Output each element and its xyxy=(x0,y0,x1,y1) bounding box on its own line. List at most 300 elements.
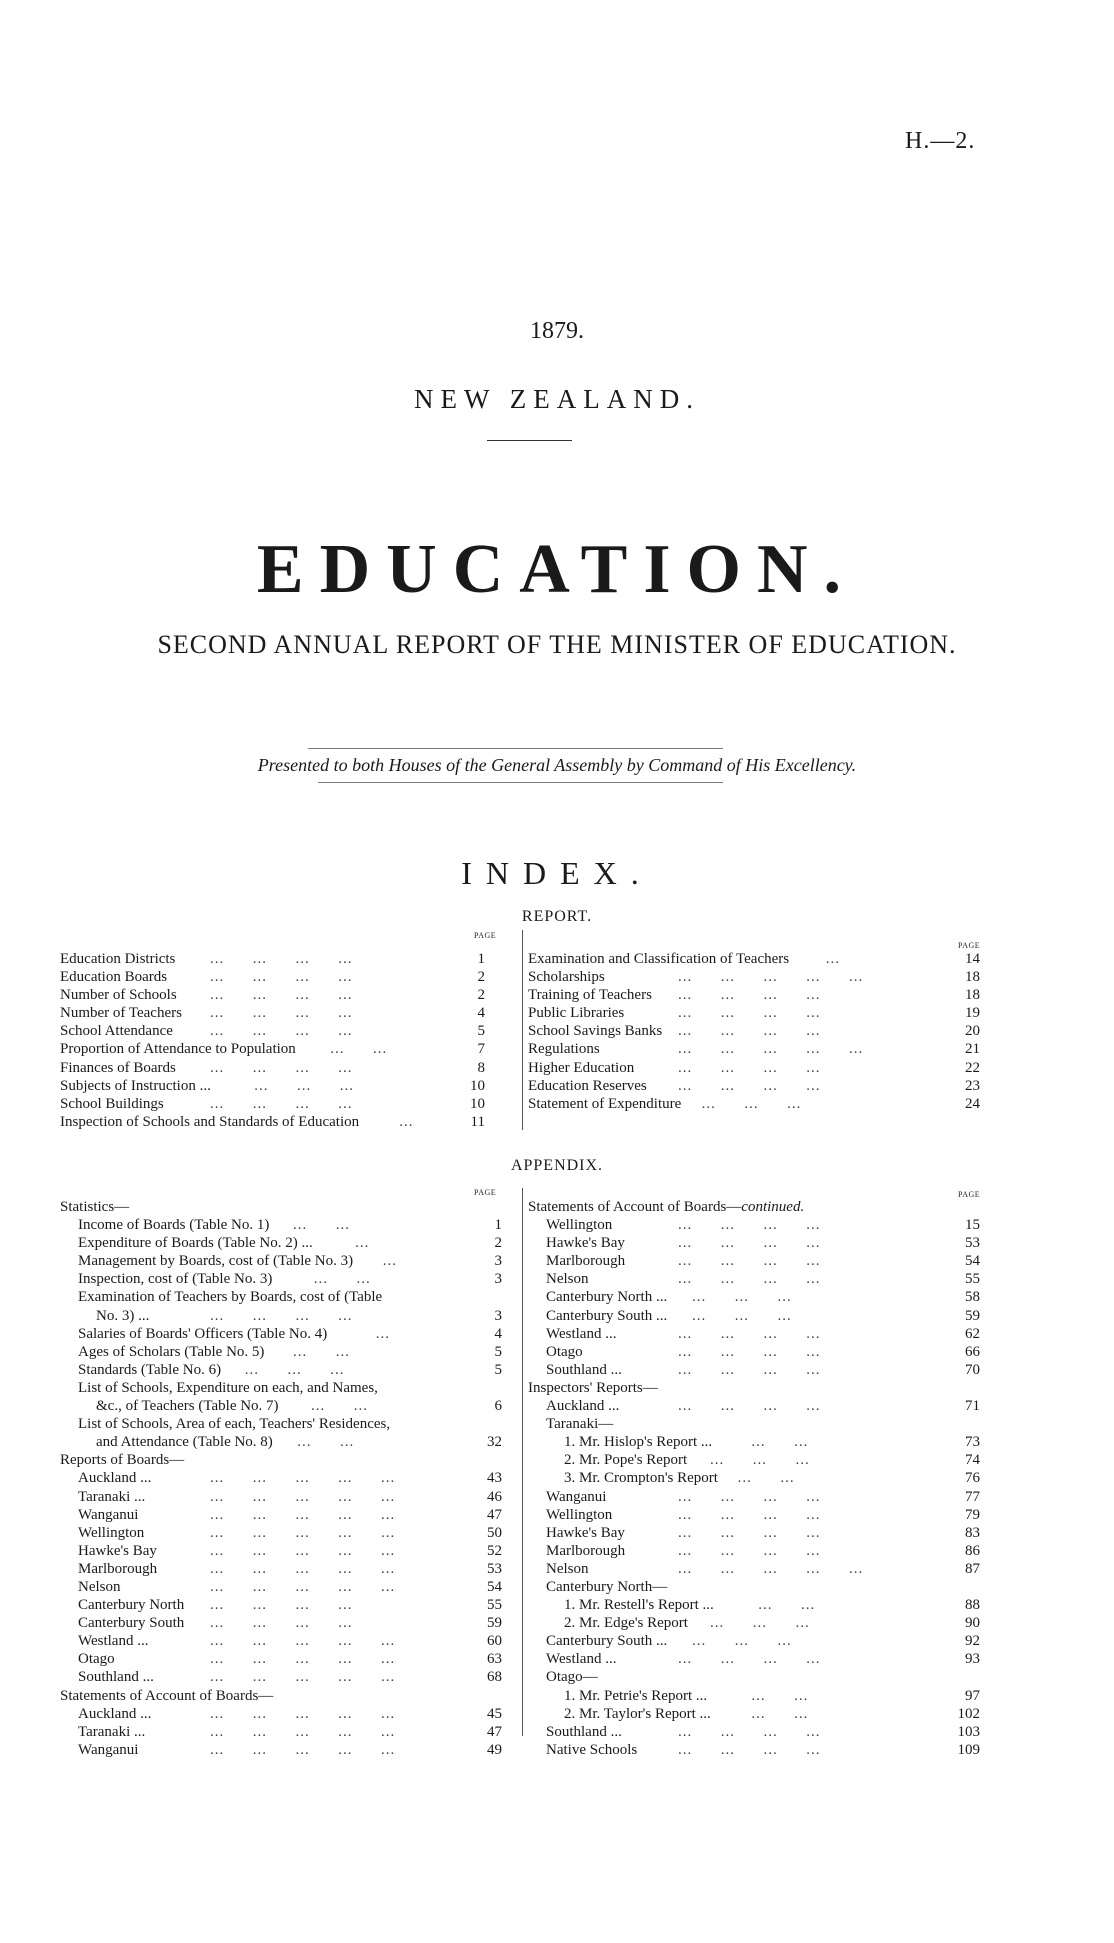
appendix-right-entry-leader: ... ... ... ... xyxy=(678,1398,821,1415)
continued-marker: continued. xyxy=(741,1199,805,1215)
report-right-entry-label: School Savings Banks xyxy=(528,1023,663,1040)
appendix-right-entry-page: 73 xyxy=(965,1434,980,1451)
report-right-entry-label: Regulations xyxy=(528,1041,600,1058)
appendix-right-entry-label: Nelson xyxy=(546,1271,589,1288)
appendix-left-entry-leader: ... ... ... ... xyxy=(210,1307,353,1324)
appendix-right-entry-leader: ... ... xyxy=(751,1705,809,1722)
appendix-right-entry-leader: ... ... ... ... xyxy=(678,1651,821,1668)
appendix-left-entry-leader: ... ... ... ... ... xyxy=(210,1506,396,1523)
appendix-left-entry-leader: ... ... ... ... ... xyxy=(210,1524,396,1541)
report-left-entry-label: Number of Schools xyxy=(60,987,177,1004)
report-right-entry-page: 18 xyxy=(965,987,980,1004)
appendix-left-entry-label: No. 3) ... xyxy=(96,1307,150,1324)
report-left-entry xyxy=(60,986,485,1004)
report-right-entry-leader: ... ... ... ... ... xyxy=(678,1041,864,1058)
appendix-left-entry xyxy=(60,1632,502,1650)
appendix-right-entry xyxy=(528,1506,980,1524)
appendix-right-entry-label: Hawke's Bay xyxy=(546,1235,625,1252)
report-left-entry-page: 10 xyxy=(470,1095,485,1112)
appendix-left-entry-label: Auckland ... xyxy=(78,1470,152,1487)
appendix-section-heading: APPENDIX. xyxy=(510,1157,604,1174)
report-left-entry-label: Proportion of Attendance to Population xyxy=(60,1041,296,1058)
appendix-right-entry xyxy=(528,1325,980,1343)
appendix-left-entry-page: 53 xyxy=(487,1560,502,1577)
appendix-right-entry-label: Wanganui xyxy=(546,1488,607,1505)
appendix-right-entry-page: 55 xyxy=(965,1271,980,1288)
document-subtitle: SECOND ANNUAL REPORT OF THE MINISTER OF EDUCATION. xyxy=(157,630,957,659)
report-left-entry-page: 10 xyxy=(470,1077,485,1094)
appendix-right-entry xyxy=(528,1578,980,1596)
report-right-entry-page: 14 xyxy=(965,951,980,967)
appendix-right-entry xyxy=(528,1307,980,1325)
country-underline xyxy=(487,440,572,441)
appendix-right-entry-label: 3. Mr. Crompton's Report xyxy=(564,1470,718,1487)
appendix-left-entry-label: Reports of Boards— xyxy=(60,1452,185,1469)
appendix-right-entry-label: 2. Mr. Taylor's Report ... xyxy=(564,1705,711,1722)
appendix-left-entry-page: 68 xyxy=(487,1669,502,1686)
appendix-right-entry xyxy=(528,1524,980,1542)
appendix-right-entry-leader: ... ... ... xyxy=(692,1307,792,1324)
appendix-left-entry-leader: ... ... ... ... ... xyxy=(210,1705,396,1722)
report-left-entry-page: 4 xyxy=(477,1005,485,1022)
report-right-entry-leader: ... ... ... ... xyxy=(678,987,821,1004)
report-right-entry-leader: ... ... ... ... xyxy=(678,1077,821,1094)
appendix-right-entry-label: Southland ... xyxy=(546,1361,622,1378)
report-right-entry xyxy=(528,968,980,986)
report-right-entry-page: 20 xyxy=(965,1023,980,1040)
appendix-right-entry-page: 87 xyxy=(965,1560,980,1577)
appendix-right-entry xyxy=(528,1668,980,1686)
report-left-entry-label: Education Boards xyxy=(60,969,168,986)
report-left-page-label: PAGE xyxy=(474,931,497,940)
appendix-left-entry xyxy=(60,1596,502,1614)
appendix-left-entry xyxy=(60,1469,502,1487)
appendix-left-entry xyxy=(60,1542,502,1560)
appendix-left-entry-leader: ... ... ... ... xyxy=(210,1615,353,1632)
report-right-entry-label: Examination and Classification of Teachers xyxy=(528,951,790,967)
appendix-right-entry xyxy=(528,1361,980,1379)
report-right-entry xyxy=(528,986,980,1004)
report-left-entry xyxy=(60,968,485,986)
appendix-right-entry xyxy=(528,1469,980,1487)
appendix-left-entry-label: Inspection, cost of (Table No. 3) xyxy=(78,1271,273,1288)
report-right-page-label: PAGE xyxy=(958,941,981,950)
appendix-right-entry xyxy=(528,1433,980,1451)
report-right-entry xyxy=(528,950,980,968)
appendix-left-entry-leader: ... ... ... ... xyxy=(210,1597,353,1614)
appendix-left-entry xyxy=(60,1252,502,1270)
appendix-left-entry-label: Nelson xyxy=(78,1578,121,1595)
appendix-left-entry xyxy=(60,1668,502,1686)
appendix-right-entry-label: Taranaki— xyxy=(546,1416,614,1433)
report-left-entry-leader: ... ... ... ... xyxy=(210,951,353,967)
appendix-left-entry-leader: ... ... ... ... ... xyxy=(210,1633,396,1650)
appendix-right-entry-leader: ... ... ... xyxy=(710,1452,810,1469)
appendix-left-entry-page: 54 xyxy=(487,1578,502,1595)
appendix-right-entry-label: Canterbury South ... xyxy=(546,1307,668,1324)
appendix-right-entry-leader: ... ... ... ... xyxy=(678,1506,821,1523)
appendix-right-column xyxy=(528,1198,980,1759)
appendix-right-entry-leader: ... ... xyxy=(737,1470,795,1487)
report-right-entry-label: Higher Education xyxy=(528,1059,635,1076)
appendix-right-entry-label: 1. Mr. Restell's Report ... xyxy=(564,1597,714,1614)
report-left-entry-page: 8 xyxy=(477,1059,485,1076)
appendix-right-entry-page: 58 xyxy=(965,1289,980,1306)
report-left-entry-label: Finances of Boards xyxy=(60,1059,176,1076)
appendix-right-entry-page: 53 xyxy=(965,1235,980,1252)
appendix-left-entry xyxy=(60,1379,502,1397)
appendix-right-entry-label: Nelson xyxy=(546,1560,589,1577)
appendix-right-entry xyxy=(528,1488,980,1506)
appendix-left-entry-page: 32 xyxy=(487,1434,502,1451)
report-right-column xyxy=(528,950,980,1113)
appendix-right-entry-label: Canterbury South ... xyxy=(546,1633,668,1650)
appendix-left-entry-page: 46 xyxy=(487,1488,502,1505)
appendix-left-entry-leader: ... ... xyxy=(311,1398,368,1415)
appendix-right-entry-label: 2. Mr. Edge's Report xyxy=(564,1615,688,1632)
appendix-left-entry-label: List of Schools, Area of each, Teachers' Residences, xyxy=(78,1416,391,1433)
appendix-left-entry-leader: ... ... ... ... ... xyxy=(210,1488,396,1505)
appendix-column-divider xyxy=(522,1188,523,1736)
report-left-entry xyxy=(60,1059,485,1077)
report-left-entry xyxy=(60,950,485,968)
report-left-entry-leader: ... ... ... xyxy=(254,1077,355,1094)
appendix-left-entry-leader: ... ... ... ... ... xyxy=(210,1669,396,1686)
statements-continued-label: Statements of Account of Boards— xyxy=(528,1199,742,1215)
appendix-left-entry xyxy=(60,1741,502,1759)
appendix-right-entry-leader: ... ... ... xyxy=(692,1289,792,1306)
report-left-entry-label: Education Districts xyxy=(60,951,176,967)
report-section-heading: REPORT. xyxy=(521,908,593,925)
appendix-right-entry-label: Canterbury North— xyxy=(546,1578,668,1595)
appendix-right-entry xyxy=(528,1270,980,1288)
appendix-right-entry-label: Inspectors' Reports— xyxy=(528,1379,658,1396)
appendix-right-entry-page: 76 xyxy=(965,1470,980,1487)
appendix-right-entry-page: 74 xyxy=(965,1452,980,1469)
appendix-right-entry xyxy=(528,1451,980,1469)
appendix-left-entry-leader: ... ... ... ... ... xyxy=(210,1723,396,1740)
appendix-left-entry xyxy=(60,1524,502,1542)
document-title: EDUCATION. xyxy=(256,531,858,608)
appendix-left-entry-label: Expenditure of Boards (Table No. 2) ... xyxy=(78,1235,313,1252)
appendix-right-entry-leader: ... ... ... xyxy=(692,1633,792,1650)
appendix-right-entry-label: Otago xyxy=(546,1343,583,1360)
appendix-left-entry-page: 63 xyxy=(487,1651,502,1668)
appendix-right-entry xyxy=(528,1542,980,1560)
report-left-entry-page: 5 xyxy=(477,1023,485,1040)
appendix-left-entry-label: Wellington xyxy=(78,1524,145,1541)
report-left-entry-leader: ... ... ... ... xyxy=(210,1005,353,1022)
appendix-right-entry-leader: ... ... ... ... xyxy=(678,1524,821,1541)
subtitle-rule-top xyxy=(308,748,723,749)
appendix-left-entry xyxy=(60,1451,502,1469)
report-left-entry-page: 7 xyxy=(477,1041,485,1058)
appendix-left-entry-page: 47 xyxy=(487,1723,502,1740)
appendix-right-entry-leader: ... ... ... ... xyxy=(678,1343,821,1360)
report-left-entry-page: 2 xyxy=(477,969,485,986)
report-year: 1879. xyxy=(530,318,584,344)
appendix-left-entry-page: 60 xyxy=(487,1633,502,1650)
report-left-entry xyxy=(60,1077,485,1095)
appendix-right-entry-label: Marlborough xyxy=(546,1253,626,1270)
appendix-right-entry-label: Westland ... xyxy=(546,1651,617,1668)
appendix-right-entry xyxy=(528,1415,980,1433)
appendix-right-entry-page: 59 xyxy=(965,1307,980,1324)
appendix-left-entry xyxy=(60,1288,502,1306)
report-right-entry xyxy=(528,1040,980,1058)
appendix-left-entry xyxy=(60,1397,502,1415)
report-right-entry-leader: ... ... ... ... ... xyxy=(678,969,864,986)
appendix-right-entry-label: Auckland ... xyxy=(546,1398,620,1415)
appendix-left-entry-leader: ... ... ... ... ... xyxy=(210,1651,396,1668)
appendix-right-entry-leader: ... ... ... ... xyxy=(678,1253,821,1270)
appendix-right-entry xyxy=(528,1687,980,1705)
appendix-right-entry-leader: ... ... ... ... xyxy=(678,1361,821,1378)
report-right-entry-leader: ... ... ... ... xyxy=(678,1023,821,1040)
appendix-left-entry xyxy=(60,1307,502,1325)
report-right-entry xyxy=(528,1004,980,1022)
appendix-right-entry-leader: ... ... ... ... ... xyxy=(678,1560,864,1577)
appendix-right-entry-label: 1. Mr. Petrie's Report ... xyxy=(564,1687,708,1704)
appendix-left-entry xyxy=(60,1650,502,1668)
appendix-right-entry-page: 97 xyxy=(965,1687,980,1704)
appendix-right-entry-page: 88 xyxy=(965,1597,980,1614)
appendix-left-entry xyxy=(60,1234,502,1252)
document-reference: H.—2. xyxy=(905,128,976,154)
appendix-right-entry-page: 92 xyxy=(965,1633,980,1650)
appendix-right-heading xyxy=(528,1198,980,1216)
appendix-left-entry-label: Wanganui xyxy=(78,1506,139,1523)
appendix-right-entry-page: 109 xyxy=(957,1741,980,1758)
appendix-left-entry-label: Otago xyxy=(78,1651,115,1668)
report-right-entry xyxy=(528,1095,980,1113)
appendix-left-entry-label: Examination of Teachers by Boards, cost of (Table xyxy=(78,1289,383,1306)
report-left-entry-label: School Buildings xyxy=(60,1095,164,1112)
appendix-right-entry xyxy=(528,1216,980,1234)
appendix-right-entry-leader: ... ... ... ... xyxy=(678,1325,821,1342)
report-left-entry-leader: ... ... ... ... xyxy=(210,1023,353,1040)
appendix-left-entry-page: 3 xyxy=(494,1271,502,1288)
report-right-entry-leader: ... xyxy=(825,951,841,967)
appendix-right-entry xyxy=(528,1614,980,1632)
appendix-right-entry xyxy=(528,1650,980,1668)
appendix-right-entry xyxy=(528,1741,980,1759)
appendix-left-entry xyxy=(60,1433,502,1451)
report-left-entry-label: Number of Teachers xyxy=(60,1005,182,1022)
appendix-right-page-label: PAGE xyxy=(958,1190,981,1199)
appendix-right-entry xyxy=(528,1252,980,1270)
appendix-left-entry-page: 1 xyxy=(494,1217,502,1234)
report-left-entry-page: 1 xyxy=(477,951,485,967)
appendix-left-entry-page: 49 xyxy=(487,1741,502,1758)
appendix-left-entry-leader: ... xyxy=(375,1325,391,1342)
report-right-entry-leader: ... ... ... ... xyxy=(678,1005,821,1022)
appendix-left-entry xyxy=(60,1361,502,1379)
appendix-right-entry xyxy=(528,1397,980,1415)
report-right-entry-label: Statement of Expenditure xyxy=(528,1095,682,1112)
appendix-right-entry xyxy=(528,1343,980,1361)
appendix-right-entry-label: Otago— xyxy=(546,1669,598,1686)
appendix-right-entry xyxy=(528,1723,980,1741)
appendix-right-entry-leader: ... ... ... ... xyxy=(678,1741,821,1758)
appendix-left-entry-page: 6 xyxy=(494,1398,502,1415)
report-left-entry-leader: ... ... xyxy=(330,1041,388,1058)
appendix-right-entry-label: 1. Mr. Hislop's Report ... xyxy=(564,1434,713,1451)
appendix-left-entry xyxy=(60,1560,502,1578)
appendix-right-entry-page: 70 xyxy=(965,1361,980,1378)
appendix-left-entry-label: Canterbury North xyxy=(78,1597,185,1614)
appendix-left-entry-label: Income of Boards (Table No. 1) xyxy=(78,1217,270,1234)
appendix-left-entry-label: Hawke's Bay xyxy=(78,1542,157,1559)
appendix-left-entry-label: Auckland ... xyxy=(78,1705,152,1722)
appendix-left-entry-page: 55 xyxy=(487,1597,502,1614)
report-left-entry-leader: ... ... ... ... xyxy=(210,987,353,1004)
appendix-left-entry-page: 5 xyxy=(494,1361,502,1378)
appendix-left-entry-label: Salaries of Boards' Officers (Table No. 4) xyxy=(78,1325,328,1342)
report-right-entry-page: 24 xyxy=(965,1095,980,1112)
appendix-right-entry xyxy=(528,1596,980,1614)
appendix-left-entry xyxy=(60,1325,502,1343)
appendix-right-entry-page: 90 xyxy=(965,1615,980,1632)
appendix-left-entry xyxy=(60,1216,502,1234)
appendix-left-entry-label: Wanganui xyxy=(78,1741,139,1758)
appendix-left-entry-page: 5 xyxy=(494,1343,502,1360)
report-left-entry xyxy=(60,1095,485,1113)
report-right-entry-page: 22 xyxy=(965,1059,980,1076)
appendix-right-entry-page: 93 xyxy=(965,1651,980,1668)
report-right-entry xyxy=(528,1022,980,1040)
appendix-right-entry xyxy=(528,1632,980,1650)
report-right-entry xyxy=(528,1059,980,1077)
appendix-left-entry-leader: ... ... ... ... ... xyxy=(210,1470,396,1487)
appendix-left-entry-leader: ... ... ... ... ... xyxy=(210,1542,396,1559)
report-right-entry-page: 19 xyxy=(965,1005,980,1022)
report-left-entry xyxy=(60,1040,485,1058)
appendix-right-entry-page: 79 xyxy=(965,1506,980,1523)
report-right-entry-page: 18 xyxy=(965,969,980,986)
presented-note: Presented to both Houses of the General Assembly by Command of His Excellency. xyxy=(257,755,857,775)
report-left-entry-leader: ... ... ... ... xyxy=(210,1059,353,1076)
report-left-column xyxy=(60,950,485,1131)
appendix-left-entry-leader: ... ... ... ... ... xyxy=(210,1578,396,1595)
appendix-right-entry-leader: ... ... ... ... xyxy=(678,1235,821,1252)
appendix-left-entry-leader: ... ... ... ... ... xyxy=(210,1741,396,1758)
report-left-entry-label: Inspection of Schools and Standards of Education xyxy=(60,1113,360,1130)
appendix-left-entry xyxy=(60,1198,502,1216)
country-heading: NEW ZEALAND. xyxy=(414,384,700,414)
appendix-right-entry-page: 103 xyxy=(957,1723,980,1740)
appendix-left-entry xyxy=(60,1415,502,1433)
report-right-entry-label: Education Reserves xyxy=(528,1077,647,1094)
report-right-entry xyxy=(528,1077,980,1095)
appendix-left-entry-page: 3 xyxy=(494,1307,502,1324)
report-left-entry-label: School Attendance xyxy=(60,1023,173,1040)
appendix-left-entry-page: 47 xyxy=(487,1506,502,1523)
appendix-right-entry xyxy=(528,1234,980,1252)
appendix-left-entry-page: 2 xyxy=(494,1235,502,1252)
appendix-left-entry-leader: ... ... xyxy=(293,1217,350,1234)
appendix-left-entry-page: 4 xyxy=(494,1325,502,1342)
appendix-right-entry xyxy=(528,1379,980,1397)
appendix-right-entry-label: Westland ... xyxy=(546,1325,617,1342)
appendix-right-entry-page: 83 xyxy=(965,1524,980,1541)
appendix-right-entry-label: Marlborough xyxy=(546,1542,626,1559)
report-left-entry-page: 2 xyxy=(477,987,485,1004)
report-right-entry-leader: ... ... ... ... xyxy=(678,1059,821,1076)
appendix-right-entry-page: 71 xyxy=(965,1398,980,1415)
appendix-right-entry xyxy=(528,1705,980,1723)
appendix-left-entry-leader: ... ... xyxy=(297,1434,355,1451)
report-right-entry-label: Public Libraries xyxy=(528,1005,625,1022)
appendix-left-entry xyxy=(60,1506,502,1524)
report-left-entry-leader: ... ... ... ... xyxy=(210,969,353,986)
appendix-right-entry-label: 2. Mr. Pope's Report xyxy=(564,1452,688,1469)
appendix-left-entry xyxy=(60,1578,502,1596)
appendix-left-entry xyxy=(60,1270,502,1288)
appendix-right-entry-page: 62 xyxy=(965,1325,980,1342)
appendix-right-entry-page: 86 xyxy=(965,1542,980,1559)
appendix-left-page-label: PAGE xyxy=(474,1188,497,1197)
appendix-right-entry-page: 54 xyxy=(965,1253,980,1270)
appendix-right-entry-leader: ... ... ... ... xyxy=(678,1217,821,1234)
appendix-left-entry-label: Marlborough xyxy=(78,1560,158,1577)
appendix-left-entry-label: Standards (Table No. 6) xyxy=(78,1361,222,1378)
appendix-left-entry xyxy=(60,1614,502,1632)
appendix-right-entry-label: Hawke's Bay xyxy=(546,1524,625,1541)
report-left-entry xyxy=(60,1113,485,1131)
appendix-right-entry-label: Wellington xyxy=(546,1506,613,1523)
appendix-left-entry-page: 3 xyxy=(494,1253,502,1270)
report-left-entry xyxy=(60,1022,485,1040)
appendix-right-entry-leader: ... ... ... ... xyxy=(678,1488,821,1505)
appendix-left-entry-page: 59 xyxy=(487,1615,502,1632)
appendix-right-entry-label: Wellington xyxy=(546,1217,613,1234)
appendix-right-entry xyxy=(528,1560,980,1578)
appendix-left-entry-label: Statements of Account of Boards— xyxy=(60,1687,274,1704)
appendix-left-entry-label: Southland ... xyxy=(78,1669,154,1686)
appendix-left-entry xyxy=(60,1488,502,1506)
report-right-entry-leader: ... ... ... xyxy=(701,1095,802,1112)
appendix-left-entry-label: &c., of Teachers (Table No. 7) xyxy=(96,1398,279,1415)
report-right-entry-label: Training of Teachers xyxy=(528,987,652,1004)
appendix-left-entry xyxy=(60,1343,502,1361)
report-right-entry-label: Scholarships xyxy=(528,969,605,986)
appendix-left-entry-label: Statistics— xyxy=(60,1199,130,1215)
appendix-left-entry-page: 45 xyxy=(487,1705,502,1722)
appendix-left-entry-leader: ... ... ... ... ... xyxy=(210,1560,396,1577)
appendix-right-entry-label: Canterbury North ... xyxy=(546,1289,668,1306)
appendix-right-entry-page: 15 xyxy=(965,1217,980,1234)
appendix-left-entry xyxy=(60,1687,502,1705)
report-left-entry xyxy=(60,1004,485,1022)
appendix-right-entry-page: 102 xyxy=(957,1705,980,1722)
appendix-left-entry-leader: ... ... xyxy=(293,1343,350,1360)
appendix-left-entry-page: 52 xyxy=(487,1542,502,1559)
appendix-left-entry-leader: ... xyxy=(382,1253,397,1270)
appendix-right-entry-leader: ... ... ... ... xyxy=(678,1271,821,1288)
report-right-entry-page: 21 xyxy=(965,1041,980,1058)
appendix-right-entry-leader: ... ... ... ... xyxy=(678,1723,821,1740)
appendix-left-entry-label: List of Schools, Expenditure on each, and Names, xyxy=(78,1379,378,1396)
appendix-right-entry-leader: ... ... xyxy=(751,1434,809,1451)
appendix-right-entry-leader: ... ... xyxy=(758,1597,816,1614)
report-column-divider xyxy=(522,930,523,1130)
report-left-entry-page: 11 xyxy=(470,1113,485,1130)
appendix-right-entry-label: Native Schools xyxy=(546,1741,638,1758)
appendix-left-entry-page: 43 xyxy=(487,1470,502,1487)
appendix-right-entry-page: 77 xyxy=(965,1488,980,1505)
appendix-right-entry xyxy=(528,1288,980,1306)
